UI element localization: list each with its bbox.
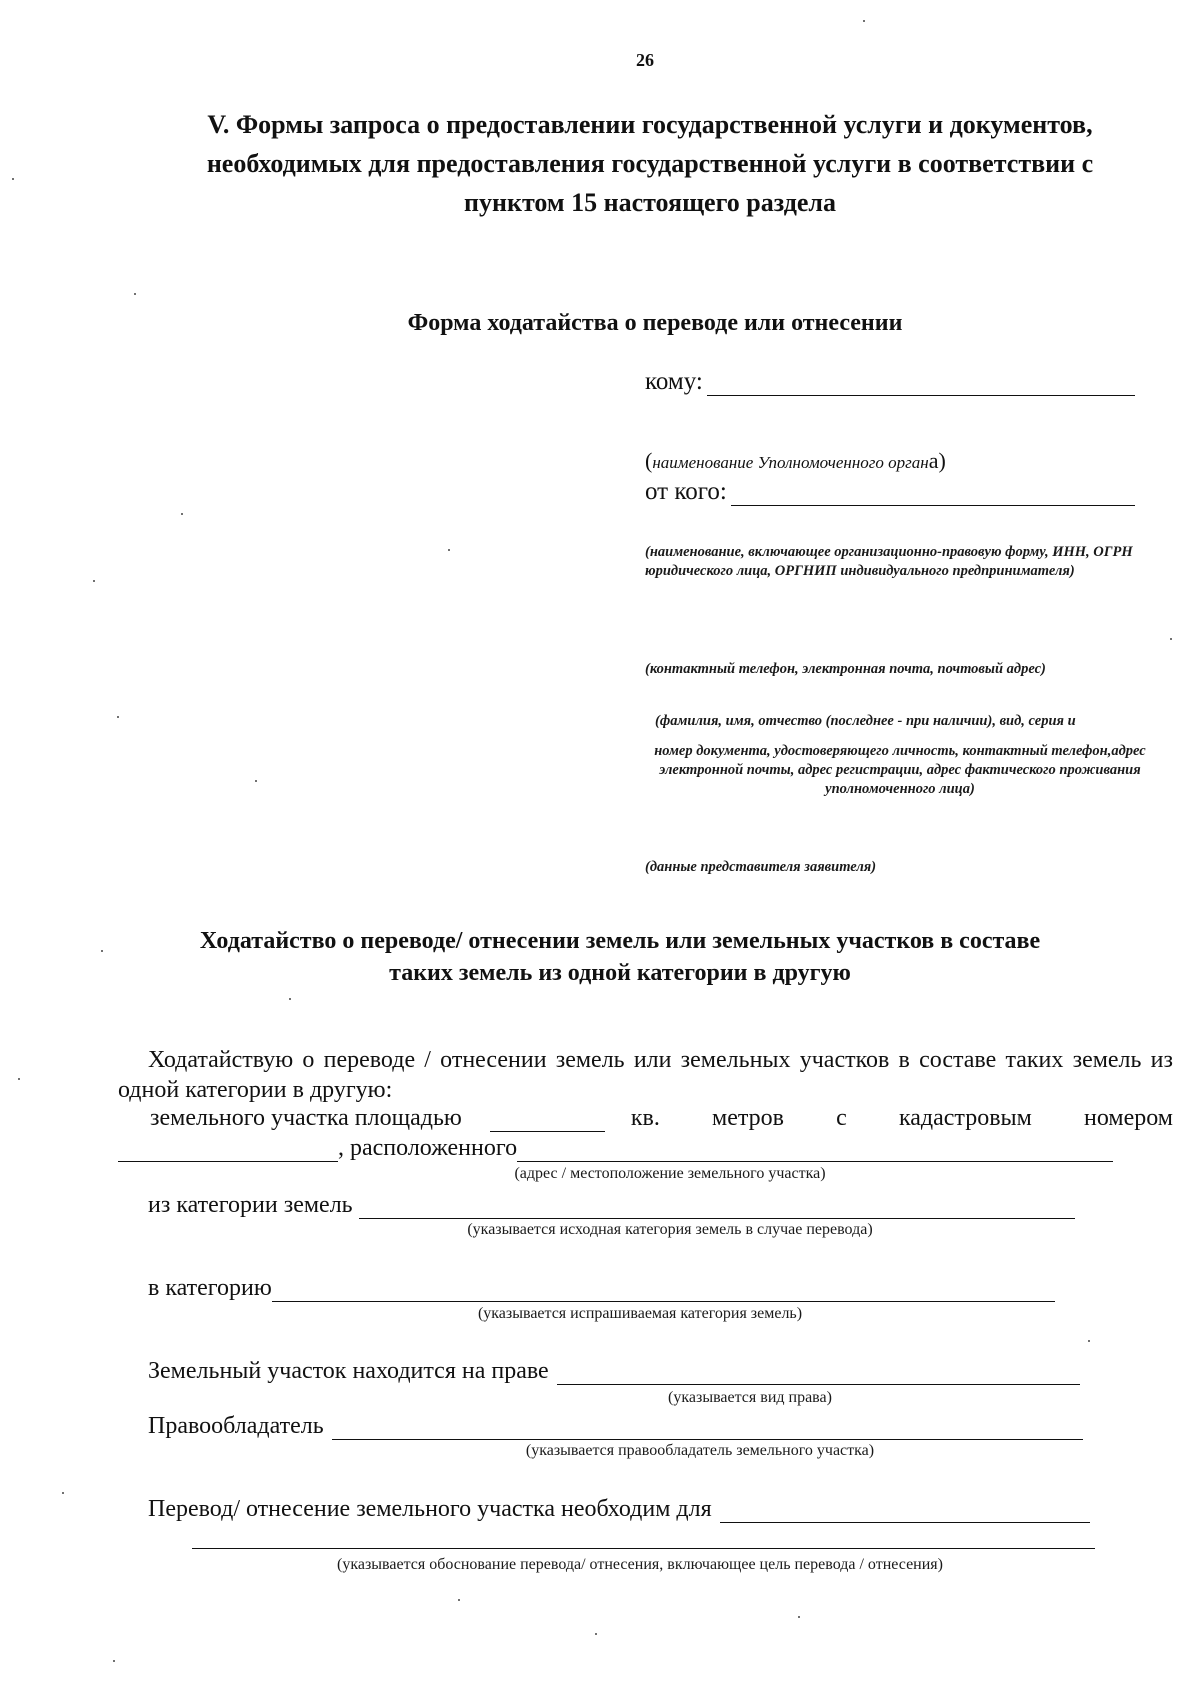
petition-title bbox=[120, 925, 1120, 989]
to-hint: (наименование Уполномоченного органа) bbox=[645, 448, 946, 473]
scan-speck bbox=[12, 178, 14, 180]
person-hint-first-line: (фамилия, имя, отчество (последнее - при наличии), вид, серия и bbox=[655, 713, 1076, 729]
from-category-input-line[interactable] bbox=[359, 1196, 1075, 1219]
scan-speck bbox=[62, 1492, 64, 1494]
holder-input-line[interactable] bbox=[332, 1417, 1083, 1440]
cadastral-number-input-line[interactable] bbox=[118, 1139, 338, 1162]
holder-label: Правообладатель bbox=[148, 1413, 324, 1439]
section-heading-line: пунктом 15 настоящего раздела bbox=[464, 188, 836, 217]
petition-title-line: Ходатайство о переводе/ отнесении земель или земельных участков в составе bbox=[199, 928, 1041, 954]
from-label: от кого: bbox=[645, 478, 727, 505]
scan-speck bbox=[117, 716, 119, 718]
sq-m-label: кв. метров с кадастровым номером bbox=[630, 1105, 1173, 1131]
scan-speck bbox=[181, 513, 183, 515]
location-row bbox=[118, 1135, 1113, 1162]
scan-speck bbox=[595, 1633, 597, 1635]
from-category-row bbox=[148, 1192, 1075, 1219]
address-input-line[interactable] bbox=[517, 1139, 1113, 1162]
representative-hint: (данные представителя заявителя) bbox=[645, 859, 877, 875]
purpose-row bbox=[148, 1496, 1090, 1523]
plot-area-label: земельного участка площадью bbox=[150, 1105, 462, 1131]
recipient-to-field bbox=[645, 368, 1135, 396]
to-category-label: в категорию bbox=[148, 1275, 272, 1301]
plot-area-row bbox=[150, 1105, 1173, 1132]
purpose-label: Перевод/ отнесение земельного участка необходим для bbox=[148, 1496, 712, 1522]
scan-speck bbox=[255, 780, 257, 782]
from-category-label: из категории земель bbox=[148, 1192, 353, 1218]
address-hint: (адрес / местоположение земельного участка) bbox=[514, 1165, 826, 1182]
right-hint: (указывается вид права) bbox=[668, 1389, 832, 1406]
purpose-input-line[interactable] bbox=[720, 1500, 1090, 1523]
from-hint: (наименование, включающее организационно-правовую форму, ИНН, ОГРН юридического лица, ОРГНИП индивидуального предпринимателя) bbox=[645, 544, 1133, 579]
plot-area-input-line[interactable] bbox=[490, 1109, 605, 1132]
scan-speck bbox=[1170, 638, 1172, 640]
recipient-from-field bbox=[645, 478, 1135, 506]
section-heading-line: необходимых для предоставления государственной услуги в соответствии с bbox=[206, 149, 1094, 178]
to-input-line[interactable] bbox=[707, 371, 1135, 396]
scan-speck bbox=[113, 1660, 115, 1662]
person-hint: номер документа, удостоверяющего личность, контактный телефон,адрес электронной почты, адрес регистрации, адрес фактического проживания уполномоченного лица) bbox=[654, 743, 1146, 797]
to-category-input-line[interactable] bbox=[272, 1279, 1055, 1302]
from-input-line[interactable] bbox=[731, 481, 1135, 506]
scan-speck bbox=[863, 20, 865, 22]
section-heading-line: V. Формы запроса о предоставлении государственной услуги и документов, bbox=[207, 110, 1093, 139]
to-label: кому: bbox=[645, 368, 703, 395]
scan-speck bbox=[134, 293, 136, 295]
right-input-line[interactable] bbox=[557, 1362, 1080, 1385]
scan-speck bbox=[289, 998, 291, 1000]
scan-speck bbox=[101, 950, 103, 952]
to-category-hint: (указывается испрашиваемая категория земель) bbox=[477, 1305, 803, 1322]
purpose-hint: (указывается обоснование перевода/ отнесения, включающее цель перевода / отнесения) bbox=[337, 1556, 943, 1573]
holder-hint: (указывается правообладатель земельного участка) bbox=[525, 1442, 875, 1459]
scan-speck bbox=[93, 580, 95, 582]
scan-speck bbox=[18, 1078, 20, 1080]
scan-speck bbox=[458, 1599, 460, 1601]
scan-speck bbox=[448, 549, 450, 551]
petition-intro: Ходатайствую о переводе / отнесении земель или земельных участков в составе таких земель из одной категории в другую: bbox=[118, 1047, 1173, 1103]
from-category-hint: (указывается исходная категория земель в случае перевода) bbox=[467, 1221, 873, 1238]
holder-row bbox=[148, 1413, 1083, 1440]
right-row bbox=[148, 1358, 1080, 1385]
page-number: 26 bbox=[636, 50, 654, 70]
petition-title-line: таких земель из одной категории в другую bbox=[389, 960, 851, 986]
scan-speck bbox=[798, 1616, 800, 1618]
section-heading bbox=[140, 105, 1160, 222]
purpose-second-input-line[interactable] bbox=[192, 1548, 1095, 1549]
scan-speck bbox=[1088, 1340, 1090, 1342]
form-title: Форма ходатайства о переводе или отнесении bbox=[407, 310, 903, 336]
to-category-row bbox=[148, 1275, 1055, 1302]
right-label: Земельный участок находится на праве bbox=[148, 1358, 549, 1384]
located-label: , расположенного bbox=[338, 1135, 518, 1161]
contacts-hint: (контактный телефон, электронная почта, почтовый адрес) bbox=[645, 661, 1046, 677]
